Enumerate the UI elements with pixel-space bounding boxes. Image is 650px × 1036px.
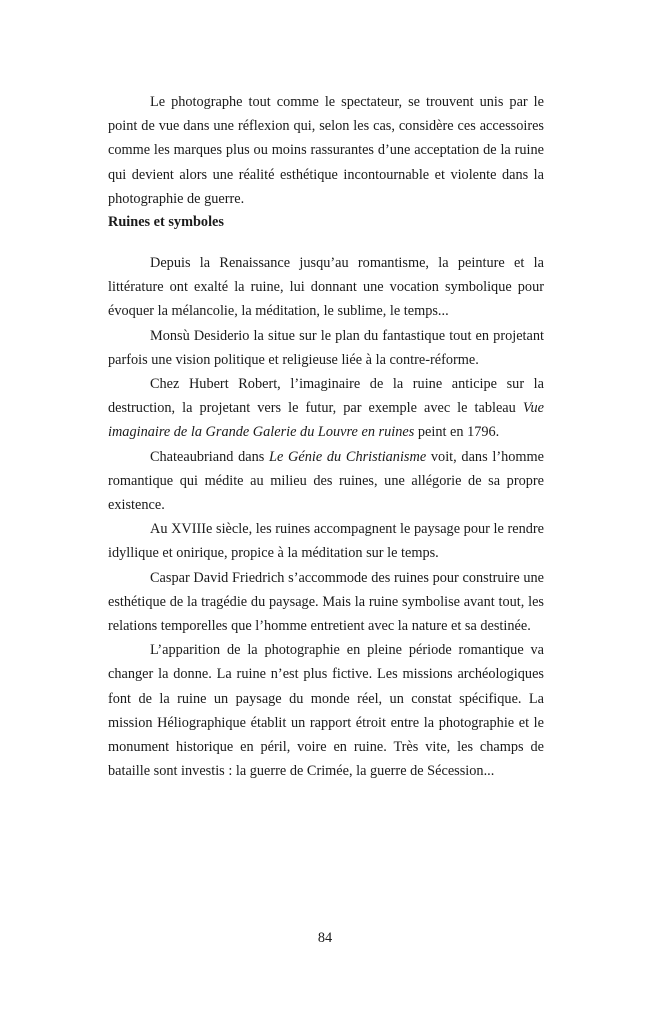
run-title-italic: Vue imaginaire de la Grande Galerie du Louvre en ruines (108, 400, 544, 441)
paragraph-photographie: L’apparition de la photographie en pleine période romantique va changer la donne. La ruine n’est plus fictive. Les missions archéologiques font de la ruine un paysage du monde réel, un constat spécifique. La mission Héliographique établit un rapport étroit entre la photographie et le monument historique en péril, voire en ruine. Très vite, les champs de bataille sont investis : la guerre de Crimée, la guerre de Sécession... (108, 642, 544, 780)
paragraph-xviiie-siecle: Au XVIIIe siècle, les ruines accompagnent le paysage pour le rendre idyllique et onirique, propice à la méditation sur le temps. (108, 521, 544, 562)
paragraph-friedrich: Caspar David Friedrich s’accommode des ruines pour construire une esthétique de la tragédie du paysage. Mais la ruine symbolise avant tout, les relations temporelles que l’homme entretient avec la nature et sa destinée. (108, 569, 544, 635)
run-text: Chez Hubert Robert, l’imaginaire de la ruine anticipe sur la destruction, la projetant vers le futur, par exemple avec le tableau (108, 376, 544, 417)
paragraph-chateaubriand (108, 445, 544, 518)
paragraph-desiderio: Monsù Desiderio la situe sur le plan du fantastique tout en projetant parfois une vision politique et religieuse liée à la contre-réforme. (108, 327, 544, 368)
run-text: voit, dans l’homme romantique qui médite au milieu des ruines, une allégorie de sa propre existence. (108, 448, 544, 514)
section-heading-ruines-et-symboles: Ruines et symboles (108, 214, 224, 231)
paragraph-hubert-robert (108, 372, 544, 445)
text-column (108, 90, 544, 783)
run-text: peint en 1796. (414, 424, 500, 441)
run-text: Chateaubriand dans (150, 448, 270, 465)
run-title-italic: Le Génie du Christianisme (269, 448, 427, 465)
paragraph-intro: Le photographe tout comme le spectateur, se trouvent unis par le point de vue dans une réflexion qui, selon les cas, considère ces accessoires comme les marques plus ou moins rassurantes d’une acceptation de la ruine qui devient alors une réalité esthétique incontournable et violente dans la photographie de guerre. (108, 94, 544, 207)
paragraph-renaissance: Depuis la Renaissance jusqu’au romantisme, la peinture et la littérature ont exalté la ruine, lui donnant une vocation symbolique pour évoquer la mélancolie, la méditation, le sublime, le temps... (108, 255, 544, 320)
page-number: 84 (317, 930, 333, 946)
